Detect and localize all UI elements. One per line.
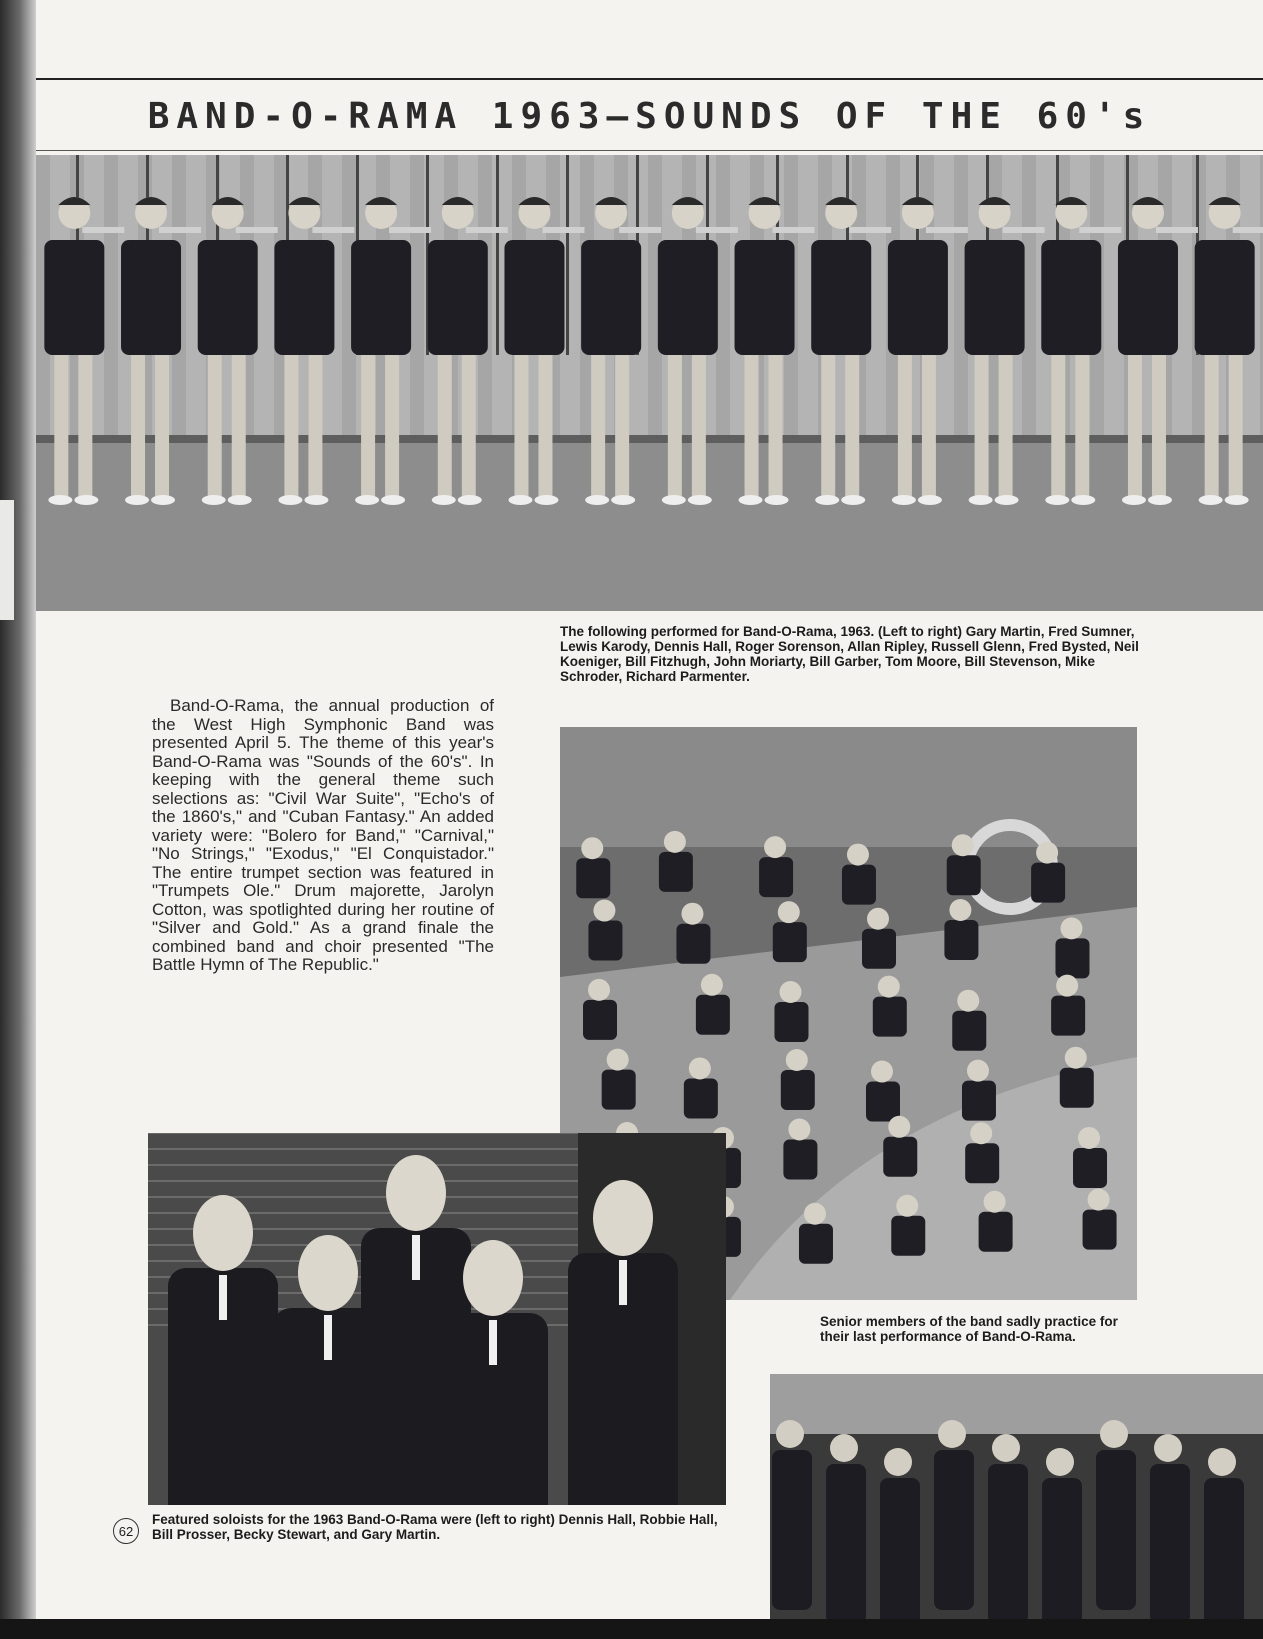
soloists-caption: Featured soloists for the 1963 Band-O-Rama were (left to right) Dennis Hall, Robbie Hall, Bill Prosser, Becky Stewart, and Gary Martin. xyxy=(152,1512,718,1542)
top-rule xyxy=(36,78,1263,80)
page-title: BAND-O-RAMA 1963—SOUNDS OF THE 60's xyxy=(147,96,1152,137)
spine-tab xyxy=(0,500,14,620)
featured-soloists-photo xyxy=(148,1133,726,1505)
trumpet-section-photo xyxy=(36,155,1263,611)
senior-members-caption: Senior members of the band sadly practice for their last performance of Band-O-Rama. xyxy=(820,1314,1118,1344)
trumpet-section-caption: The following performed for Band-O-Rama, 1963. (Left to right) Gary Martin, Fred Sumner, Lewis Karody, Dennis Hall, Roger Sorenson, Allan Ripley, Russell Glenn, Fred Bysted, Neil Koeniger, Bill Fitzhugh, John Moriarty, Bill Garber, Tom Moore, Bill Stevenson, Mike Schroder, Richard Parmenter. xyxy=(560,624,1139,684)
body-paragraph: Band-O-Rama, the annual production of the West High Symphonic Band was presented April 5. The theme of this year's Band-O-Rama was "Sounds of the 60's". In keeping with the general theme such selections as: "Civil War Suite", "Echo's of the 1860's," and "Cuban Fantasy." An added variety were: "Bolero for Band," "Carnival," "No Strings," "Exodus," "El Conquistador." The entire trumpet section was featured in "Trumpets Ole." Drum majorette, Jarolyn Cotton, was spotlighted during her routine of "Silver and Gold." As a grand finale the combined band and choir presented "The Battle Hymn of The Republic." xyxy=(152,696,494,974)
bottom-edge xyxy=(0,1619,1263,1639)
page-number-badge: 62 xyxy=(113,1518,139,1544)
page-spine-edge xyxy=(0,0,36,1639)
header-rule xyxy=(36,150,1263,151)
seniors-playing-photo xyxy=(770,1374,1263,1619)
